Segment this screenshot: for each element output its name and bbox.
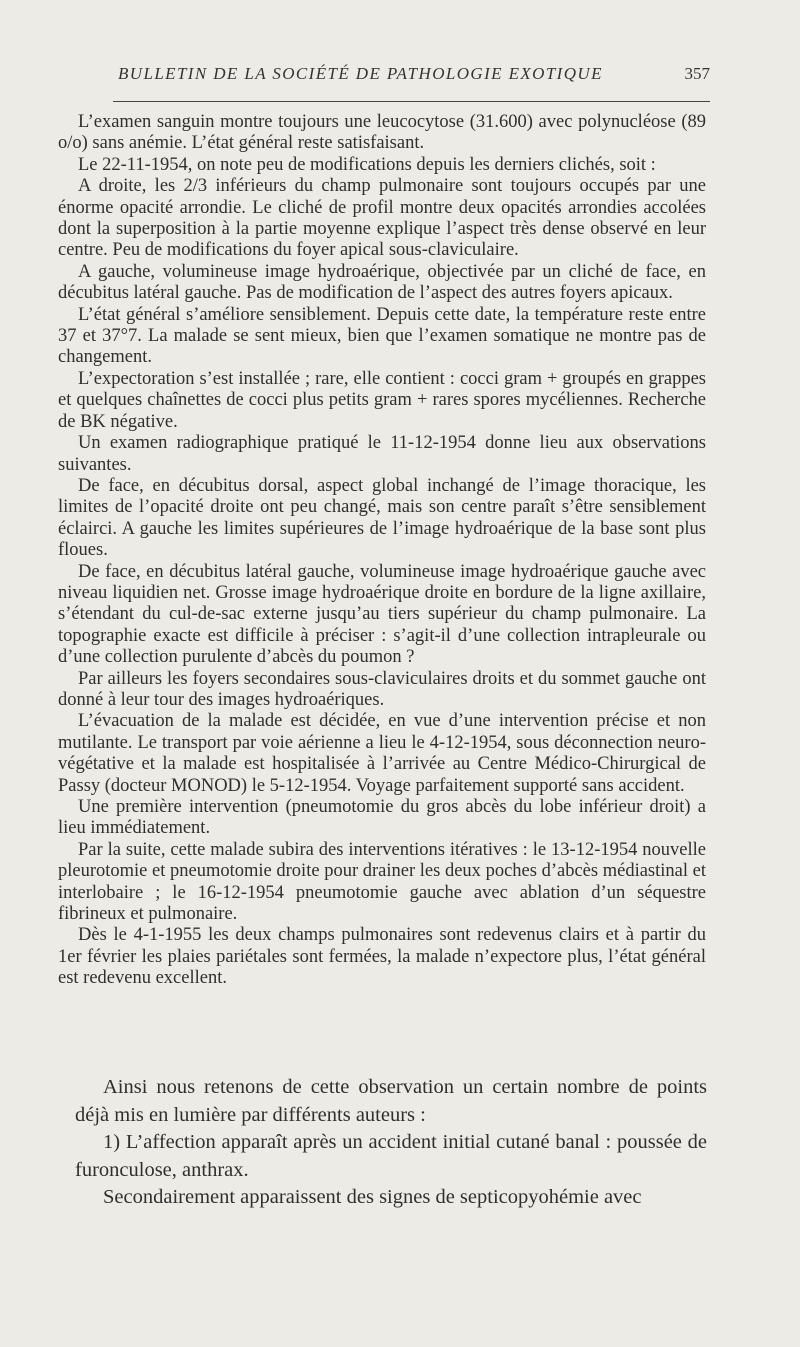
list-item: 1) L’affection apparaît après un accident initial cutané banal : poussée de furonculose, anthrax. [75,1131,707,1181]
conclusion-section [75,1074,707,1212]
paragraph: Dès le 4-1-1955 les deux champs pulmonaires sont redevenus clairs et à partir du 1er février les plaies pariétales sont fermées, la malade n’expectore plus, l’état général est redevenu excellent. [58,925,706,989]
paragraph: Un examen radiographique pratiqué le 11-12-1954 donne lieu aux observations suivantes. [58,433,706,475]
paragraph: Secondairement apparaissent des signes de septicopyohémie avec [103,1186,642,1208]
observation-section [58,112,706,990]
running-header [60,62,710,92]
journal-title: BULLETIN DE LA SOCIÉTÉ DE PATHOLOGIE EXOTIQUE [118,64,603,83]
paragraph: L’évacuation de la malade est décidée, en vue d’une intervention précise et non mutilante. Le transport par voie aérienne a lieu le 4-12-1954, sous déconnection neuro-végétative et la malade est hospitalisée à l’arrivée au Centre Médico-Chirurgical de Passy (docteur MONOD) le 5-12-1954. Voyage parfaitement supporté sans accident. [58,711,706,796]
paragraph: Par la suite, cette malade subira des interventions itératives : le 13-12-1954 nouvelle pleurotomie et pneumotomie droite pour drainer les deux poches d’abcès médiastinal et interlobaire ; le 16-12-1954 pneumotomie gauche avec ablation d’un séquestre fibrineux et pulmonaire. [58,839,706,925]
page-number: 357 [684,64,710,83]
paragraph: A droite, les 2/3 inférieurs du champ pulmonaire sont toujours occupés par une énorme opacité arrondie. Le cliché de profil montre deux opacités arrondies accolées dont la superposition à la partie moyenne explique l’aspect très dense observé en leur centre. Peu de modifications du foyer apical sous-claviculaire. [58,176,706,261]
paragraph: L’état général s’améliore sensiblement. Depuis cette date, la température reste entre 37 et 37°7. La malade se sent mieux, bien que l’examen somatique ne montre pas de changement. [58,304,706,368]
paragraph: Par ailleurs les foyers secondaires sous-claviculaires droits et du sommet gauche ont donné à leur tour des images hydroaériques. [58,668,706,710]
paragraph: Une première intervention (pneumotomie du gros abcès du lobe inférieur droit) a lieu immédiatement. [58,797,706,839]
paragraph: L’expectoration s’est installée ; rare, elle contient : cocci gram + groupés en grappes et quelques chaînettes de cocci plus petits gram + rares spores mycéliennes. Recherche de BK négative. [58,368,706,432]
paragraph: A gauche, volumineuse image hydroaérique, objectivée par un cliché de face, en décubitus latéral gauche. Pas de modification de l’aspect des autres foyers apicaux. [58,261,706,304]
paragraph: Le 22-11-1954, on note peu de modifications depuis les derniers clichés, soit : [78,154,656,175]
paragraph: De face, en décubitus dorsal, aspect global inchangé de l’image thoracique, les limites de l’opacité droite ont peu changé, mais son centre paraît s’être sensiblement éclairci. A gauche les limites supérieures de l’image hydroaérique de la base sont plus floues. [58,475,706,561]
header-rule [113,101,710,102]
paragraph: L’examen sanguin montre toujours une leucocytose (31.600) avec polynucléose (89 o/o) sans anémie. L’état général reste satisfaisant. [58,112,706,154]
paragraph: Ainsi nous retenons de cette observation un certain nombre de points déjà mis en lumière par différents auteurs : [75,1076,707,1126]
paragraph: De face, en décubitus latéral gauche, volumineuse image hydroaérique gauche avec niveau liquidien net. Grosse image hydroaérique droite en bordure de la ligne axillaire, s’étendant du cul-de-sac externe jusqu’au tiers supérieur du champ pulmonaire. La topographie exacte est difficile à préciser : s’agit-il d’une collection intrapleurale ou d’une collection purulente d’abcès du poumon ? [58,561,706,668]
